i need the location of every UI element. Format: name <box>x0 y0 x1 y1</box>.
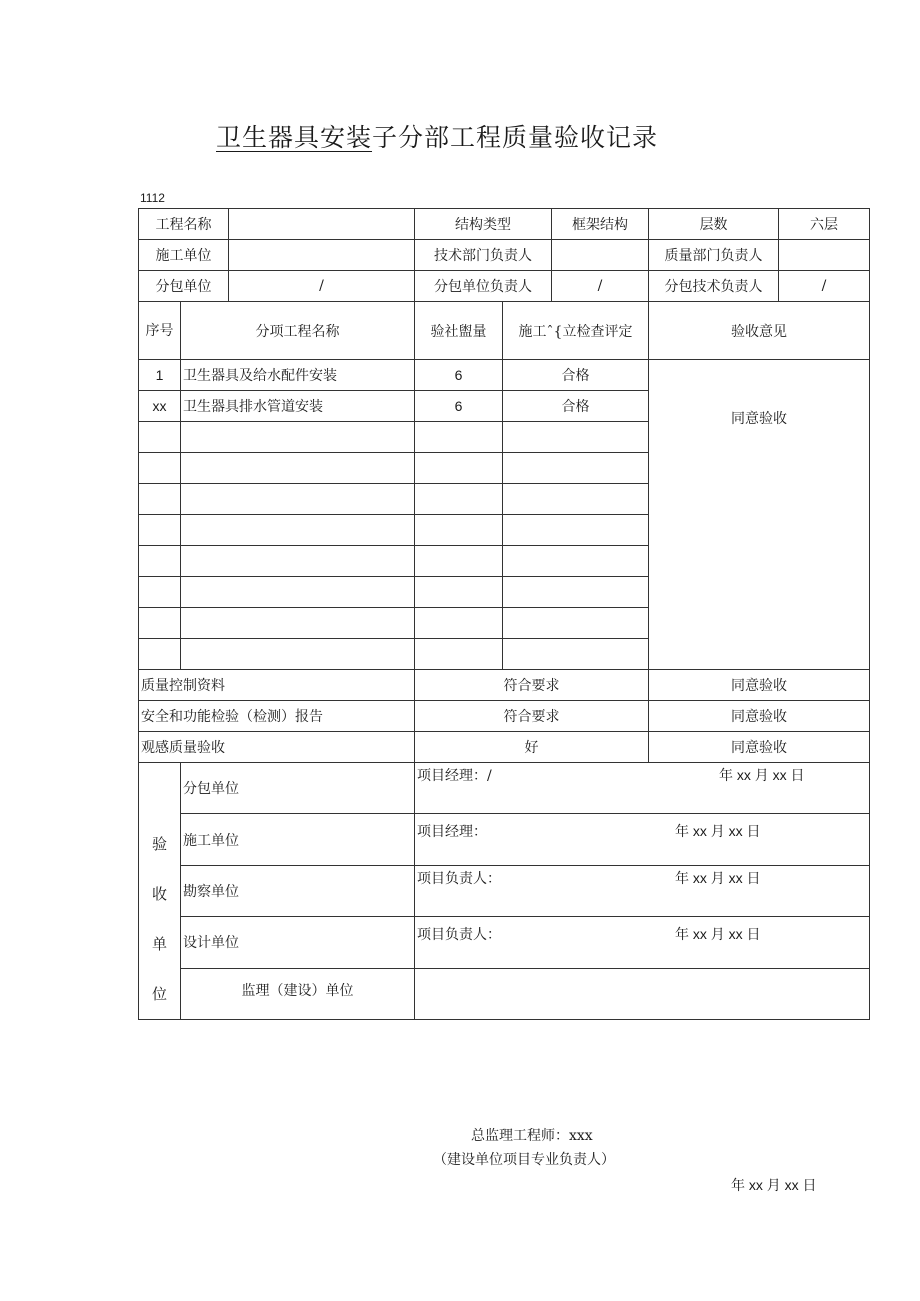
check-label: 质量控制资料 <box>139 670 415 701</box>
structure-type-label: 结构类型 <box>415 209 552 240</box>
project-name-label: 工程名称 <box>139 209 229 240</box>
item-seq: 1 <box>139 360 181 391</box>
item-name: 卫生器具及给水配件安装 <box>181 360 415 391</box>
unit-name: 设计单位 <box>181 917 415 968</box>
item-name <box>181 639 415 670</box>
page-title <box>216 118 658 154</box>
item-result <box>503 515 649 546</box>
header-row-3 <box>139 271 870 302</box>
item-seq <box>139 422 181 453</box>
check-label: 观感质量验收 <box>139 732 415 763</box>
items-opinion-text: 同意验收 <box>731 411 787 427</box>
chief-engineer: 总监理工程师：xxx <box>471 1127 593 1144</box>
item-result <box>503 422 649 453</box>
check-row <box>139 670 870 701</box>
item-count: 6 <box>415 360 503 391</box>
item-result <box>503 639 649 670</box>
check-opinion: 同意验收 <box>649 701 870 732</box>
item-count <box>415 577 503 608</box>
unit-role: 项目负责人： <box>417 927 501 944</box>
item-name <box>181 577 415 608</box>
quality-head-label: 质量部门负责人 <box>649 240 779 271</box>
supervisor-unit <box>181 968 415 1019</box>
unit-sign <box>415 917 870 968</box>
item-name <box>181 484 415 515</box>
subcontractor-value: / <box>229 271 415 302</box>
unit-sign <box>415 814 870 865</box>
check-result: 好 <box>415 732 649 763</box>
sub-tech-head-value: / <box>779 271 870 302</box>
acceptance-unit-row <box>139 763 870 814</box>
item-count: 6 <box>415 391 503 422</box>
item-name: 卫生器具排水管道安装 <box>181 391 415 422</box>
title-rest: 子分部工程质量验收记录 <box>372 123 659 152</box>
item-seq <box>139 453 181 484</box>
side-char: 验 <box>151 835 167 853</box>
item-name <box>181 546 415 577</box>
check-row <box>139 732 870 763</box>
unit-role: 项目经理：/ <box>417 768 492 784</box>
item-seq <box>139 484 181 515</box>
item-result <box>503 546 649 577</box>
item-result <box>503 484 649 515</box>
item-count <box>415 639 503 670</box>
col-self-check-header: 施工ˆ{立检查评定 <box>503 302 649 360</box>
supervisor-unit-text: 监理（建设）单位 <box>241 982 354 999</box>
item-name <box>181 515 415 546</box>
unit-name: 施工单位 <box>181 814 415 865</box>
unit-date: 年 xx 月 xx 日 <box>675 869 761 886</box>
unit-role: 项目负责人： <box>417 870 501 887</box>
items-header-row <box>139 302 870 360</box>
structure-type-value: 框架结构 <box>552 209 649 240</box>
side-char: 位 <box>151 985 167 1003</box>
acceptance-unit-row <box>139 917 870 968</box>
item-result <box>503 453 649 484</box>
owner-rep: （建设单位项目专业负责人） <box>433 1151 615 1168</box>
supervisor-row <box>139 968 870 1019</box>
check-result: 符合要求 <box>415 701 649 732</box>
acceptance-unit-row <box>139 865 870 916</box>
quality-head-value <box>779 240 870 271</box>
items-opinion <box>649 360 870 670</box>
col-item-name-header: 分项工程名称 <box>181 302 415 360</box>
subcontractor-label: 分包单位 <box>139 271 229 302</box>
floors-value: 六层 <box>779 209 870 240</box>
item-seq: xx <box>139 391 181 422</box>
item-seq <box>139 639 181 670</box>
unit-date: 年 xx 月 xx 日 <box>719 767 805 783</box>
project-name-value <box>229 209 415 240</box>
unit-sign <box>415 763 870 814</box>
sub-head-label: 分包单位负责人 <box>415 271 552 302</box>
sub-head-value: / <box>552 271 649 302</box>
item-seq <box>139 608 181 639</box>
item-result <box>503 577 649 608</box>
unit-sign <box>415 865 870 916</box>
item-count <box>415 546 503 577</box>
item-count <box>415 608 503 639</box>
acceptance-side-label <box>139 763 181 1020</box>
col-opinion-header: 验收意见 <box>649 302 870 360</box>
unit-name: 分包单位 <box>181 763 415 814</box>
contractor-value <box>229 240 415 271</box>
sub-tech-head-label: 分包技术负责人 <box>649 271 779 302</box>
item-result: 合格 <box>503 391 649 422</box>
unit-role: 项目经理： <box>417 824 487 841</box>
unit-date: 年 xx 月 xx 日 <box>675 926 761 943</box>
floors-label: 层数 <box>649 209 779 240</box>
supervisor-sign <box>415 968 870 1193</box>
item-count <box>415 453 503 484</box>
supervisor-date: 年 xx 月 xx 日 <box>731 1176 817 1193</box>
col-batch-count-header: 验社盥量 <box>415 302 503 360</box>
check-label: 安全和功能检验（检测）报告 <box>139 701 415 732</box>
check-opinion: 同意验收 <box>649 732 870 763</box>
item-name <box>181 453 415 484</box>
tech-head-value <box>552 240 649 271</box>
doc-code: 1112 <box>140 191 165 205</box>
check-result: 符合要求 <box>415 670 649 701</box>
side-char: 收 <box>151 885 167 903</box>
item-count <box>415 484 503 515</box>
header-row-1 <box>139 209 870 240</box>
item-seq <box>139 546 181 577</box>
header-row-2 <box>139 240 870 271</box>
item-row <box>139 360 870 391</box>
check-opinion: 同意验收 <box>649 670 870 701</box>
item-count <box>415 422 503 453</box>
acceptance-unit-row <box>139 814 870 865</box>
item-name <box>181 422 415 453</box>
tech-head-label: 技术部门负责人 <box>415 240 552 271</box>
acceptance-form-table <box>138 208 870 1193</box>
item-result <box>503 608 649 639</box>
contractor-label: 施工单位 <box>139 240 229 271</box>
unit-date: 年 xx 月 xx 日 <box>675 823 761 840</box>
item-seq <box>139 577 181 608</box>
item-count <box>415 515 503 546</box>
side-char: 单 <box>151 935 167 953</box>
item-result: 合格 <box>503 360 649 391</box>
col-seq-header: 序号 <box>139 302 181 360</box>
unit-name: 勘察单位 <box>181 865 415 916</box>
title-underlined: 卫生器具安装 <box>216 123 373 152</box>
item-name <box>181 608 415 639</box>
item-seq <box>139 515 181 546</box>
check-row <box>139 701 870 732</box>
